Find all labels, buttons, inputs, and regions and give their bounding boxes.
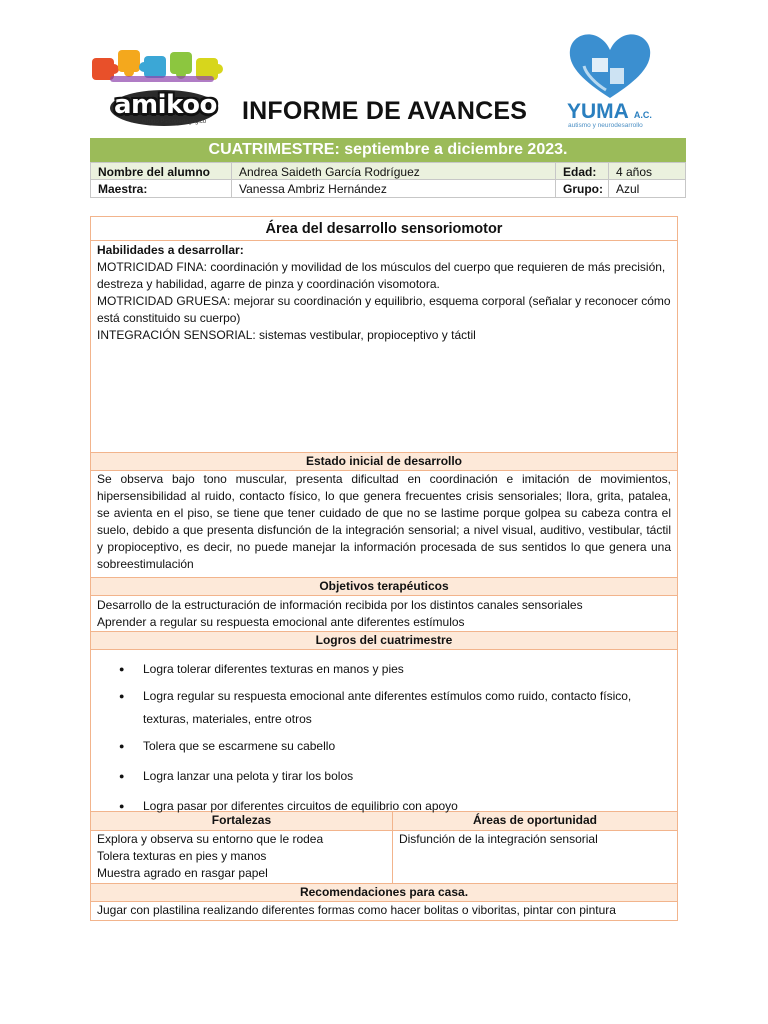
skill-gross-motor: MOTRICIDAD GRUESA: mejorar su coordinación y equilibrio, esquema corporal (señalar y reconocer cómo está constituido su cuerpo) bbox=[97, 294, 671, 325]
strength-item: Tolera texturas en pies y manos bbox=[97, 849, 267, 863]
objective-item: Aprender a regular su respuesta emocional ante diferentes estímulos bbox=[97, 615, 465, 629]
area-section bbox=[90, 216, 678, 921]
teacher-row bbox=[90, 180, 686, 198]
amikoo-subtitle: Grupo Psicopedagógico bbox=[142, 119, 207, 125]
objectives-title: Objetivos terapéuticos bbox=[91, 578, 677, 596]
achievement-item: ● Logra regular su respuesta emocional ante diferentes estímulos como ruido, contacto físico, texturas, materiales, entre otros bbox=[119, 685, 677, 731]
yuma-wordmark: YUMA A.C. bbox=[567, 100, 652, 123]
teacher-label: Maestra: bbox=[90, 180, 231, 197]
recommendations-title: Recomendaciones para casa. bbox=[91, 884, 677, 902]
student-name: Andrea Saideth García Rodríguez bbox=[231, 163, 555, 179]
strength-item: Muestra agrado en rasgar papel bbox=[97, 866, 268, 880]
opportunities-title: Áreas de oportunidad bbox=[393, 812, 677, 830]
age-label: Edad: bbox=[555, 163, 608, 179]
achievements-title: Logros del cuatrimestre bbox=[91, 632, 677, 650]
student-info-table bbox=[90, 138, 686, 198]
amikoo-wordmark: amikoo bbox=[114, 90, 217, 120]
yuma-subtitle: autismo y neurodesarrollo bbox=[568, 122, 643, 129]
achievement-item: ● Tolera que se escarmene su cabello bbox=[119, 735, 677, 758]
document-title: INFORME DE AVANCES bbox=[242, 97, 528, 125]
achievement-item: ● Logra lanzar una pelota y tirar los bolos bbox=[119, 765, 677, 788]
skill-sensory: INTEGRACIÓN SENSORIAL: sistemas vestibular, propioceptivo y táctil bbox=[97, 328, 476, 342]
strength-item: Explora y observa su entorno que le rodea bbox=[97, 832, 324, 846]
strengths-opportunities-body bbox=[91, 831, 677, 884]
strengths-title: Fortalezas bbox=[91, 812, 393, 830]
group-label: Grupo: bbox=[555, 180, 608, 197]
teacher-name: Vanessa Ambriz Hernández bbox=[231, 180, 555, 197]
opportunity-item: Disfunción de la integración sensorial bbox=[398, 832, 598, 846]
area-title: Área del desarrollo sensoriomotor bbox=[91, 217, 677, 241]
student-label: Nombre del alumno bbox=[90, 163, 231, 179]
achievement-item: ● Logra tolerar diferentes texturas en manos y pies bbox=[119, 658, 677, 681]
initial-state-text: Se observa bajo tono muscular, presenta dificultad en coordinación e imitación de movimientos, hipersensibilidad al ruido, contacto físico, lo que genera frecuentes crisis sensoriales; llora, grita, patalea, se avienta en el piso, se tiene que tener cuidado de que no se lastime porque golpea su cabeza contra el suelo, debido a que presenta disfunción de la integración sensorial; a nivel visual, auditivo, vestibular, táctil y propioceptivo, es decir, no puede manejar la información procesada de sus sentidos lo que genera una sobreestimulación bbox=[91, 471, 677, 578]
period-band: CUATRIMESTRE: septiembre a diciembre 2023. bbox=[90, 138, 686, 162]
skills-block bbox=[91, 241, 677, 453]
skill-fine-motor: MOTRICIDAD FINA: coordinación y movilidad de los músculos del cuerpo que requieren de más precisión, destreza y habilidad, agarre de pinza y coordinación visomotora. bbox=[97, 260, 666, 291]
initial-state-title: Estado inicial de desarrollo bbox=[91, 453, 677, 471]
achievement-item: ● Logra pasar por diferentes circuitos de equilibrio con apoyo bbox=[119, 795, 677, 818]
group-value: Azul bbox=[608, 180, 686, 197]
achievements-block bbox=[91, 650, 677, 812]
opportunities-list bbox=[393, 831, 677, 883]
strengths-list bbox=[91, 831, 393, 883]
recommendations-text: Jugar con plastilina realizando diferentes formas como hacer bolitas o viboritas, pintar con pintura bbox=[97, 903, 616, 917]
skills-label: Habilidades a desarrollar: bbox=[97, 243, 244, 257]
achievements-list bbox=[91, 658, 677, 818]
student-row bbox=[90, 162, 686, 180]
objectives-block bbox=[91, 596, 677, 632]
objective-item: Desarrollo de la estructuración de información recibida por los distintos canales sensoriales bbox=[97, 598, 583, 612]
age-value: 4 años bbox=[608, 163, 686, 179]
